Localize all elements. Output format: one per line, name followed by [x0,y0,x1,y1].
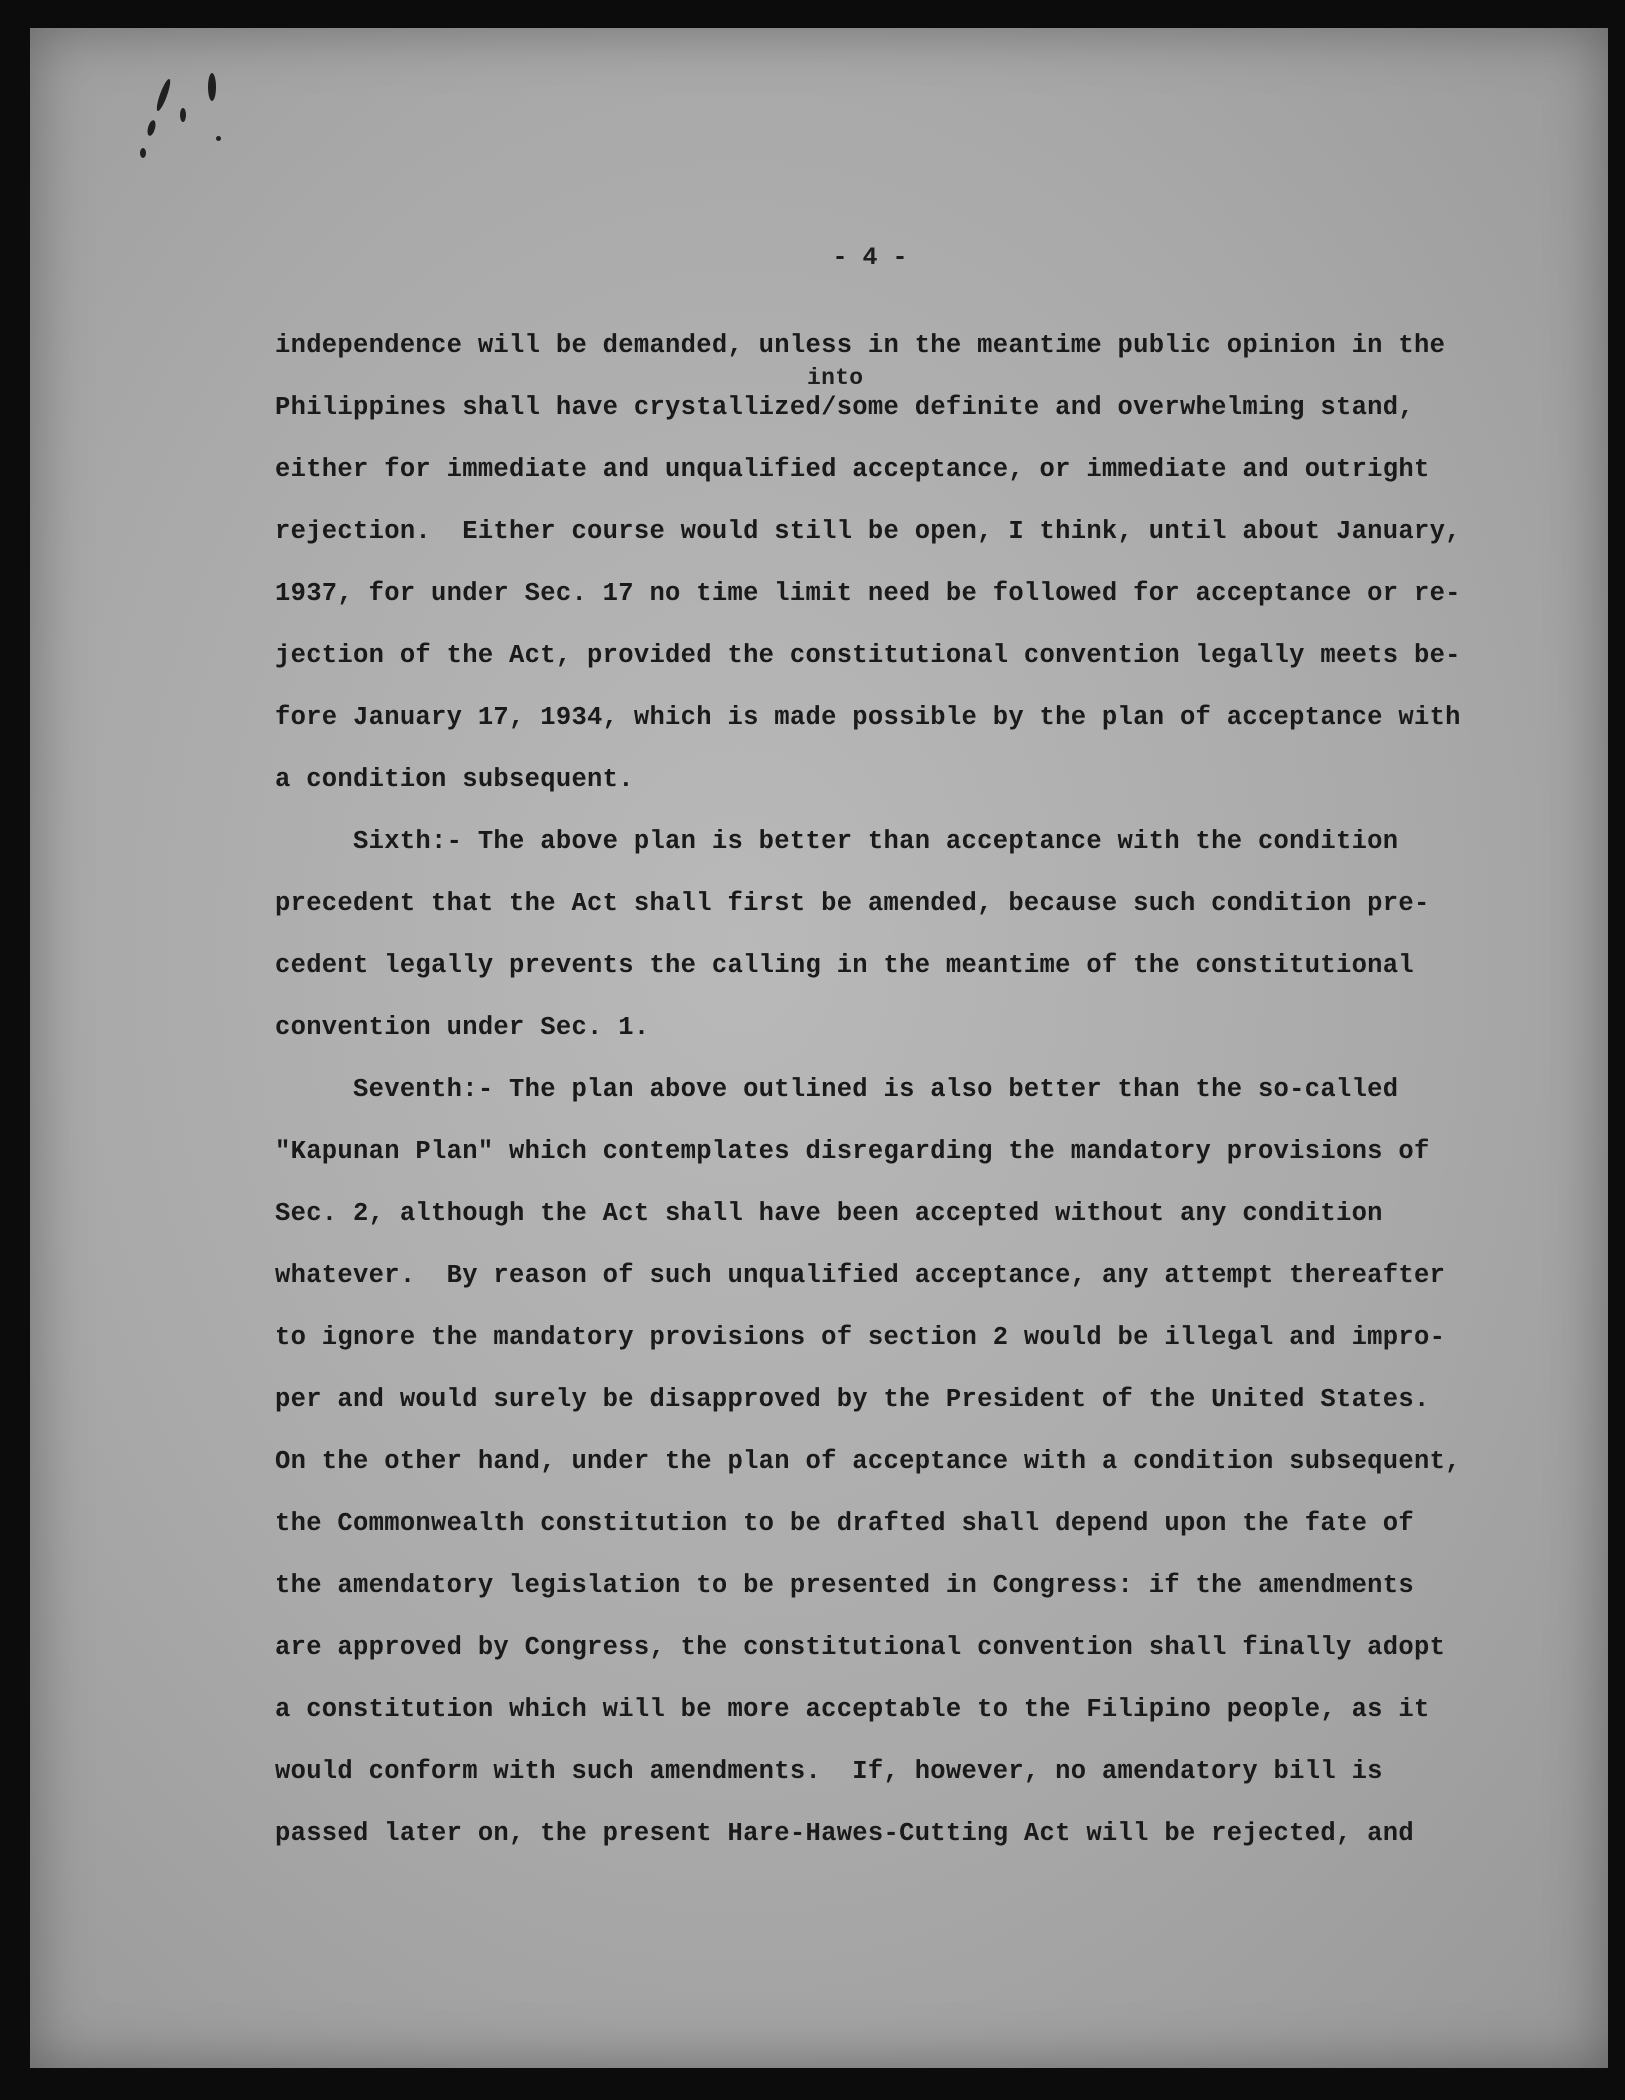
text-line: to ignore the mandatory provisions of section 2 would be illegal and impro- [275,1323,1446,1352]
text-line: On the other hand, under the plan of acceptance with a condition subsequent, [275,1447,1461,1476]
line-fragment: some definite and overwhelming stand, [836,393,1414,422]
ink-smudge [216,136,221,141]
text-line: cedent legally prevents the calling in the meantime of the constitutional [275,951,1414,980]
ink-smudge [180,108,186,122]
text-line: Seventh:- The plan above outlined is also better than the so-called [275,1075,1399,1104]
ink-smudge [140,148,146,158]
text-line: Sec. 2, although the Act shall have been accepted without any condition [275,1199,1383,1228]
text-line: Sixth:- The above plan is better than acceptance with the condition [275,827,1399,856]
ink-smudge [146,119,157,136]
text-line: independence will be demanded, unless in the meantime public opinion in the [275,331,1446,360]
text-line: fore January 17, 1934, which is made possible by the plan of acceptance with [275,703,1461,732]
text-line: are approved by Congress, the constitutional convention shall finally adopt [275,1633,1446,1662]
insertion-caret: / [821,393,837,422]
text-line: jection of the Act, provided the constitutional convention legally meets be- [275,641,1461,670]
text-line: passed later on, the present Hare-Hawes-Cutting Act will be rejected, and [275,1819,1414,1848]
text-line: rejection. Either course would still be open, I think, until about January, [275,517,1461,546]
text-line: per and would surely be disapproved by the President of the United States. [275,1385,1430,1414]
text-line-with-insertion [275,365,1485,450]
text-line: either for immediate and unqualified acceptance, or immediate and outright [275,455,1430,484]
text-line: precedent that the Act shall first be amended, because such condition pre- [275,889,1430,918]
text-line: the Commonwealth constitution to be drafted shall depend upon the fate of [275,1509,1414,1538]
ink-smudge [154,78,172,112]
ink-smudge [208,73,216,101]
body-text [275,326,1485,1876]
text-line: whatever. By reason of such unqualified acceptance, any attempt thereafter [275,1261,1446,1290]
text-line: 1937, for under Sec. 17 no time limit need be followed for acceptance or re- [275,579,1461,608]
text-line: "Kapunan Plan" which contemplates disregarding the mandatory provisions of [275,1137,1430,1166]
line-fragment: Philippines shall have crystallized [275,393,822,422]
document-page [30,28,1608,2068]
text-line: would conform with such amendments. If, however, no amendatory bill is [275,1757,1383,1786]
text-line: convention under Sec. 1. [275,1013,650,1042]
text-line: a condition subsequent. [275,765,634,794]
text-line: the amendatory legislation to be presented in Congress: if the amendments [275,1571,1414,1600]
page-number: - 4 - [832,243,908,272]
handwritten-insertion: into [807,365,864,391]
text-line: a constitution which will be more acceptable to the Filipino people, as it [275,1695,1430,1724]
